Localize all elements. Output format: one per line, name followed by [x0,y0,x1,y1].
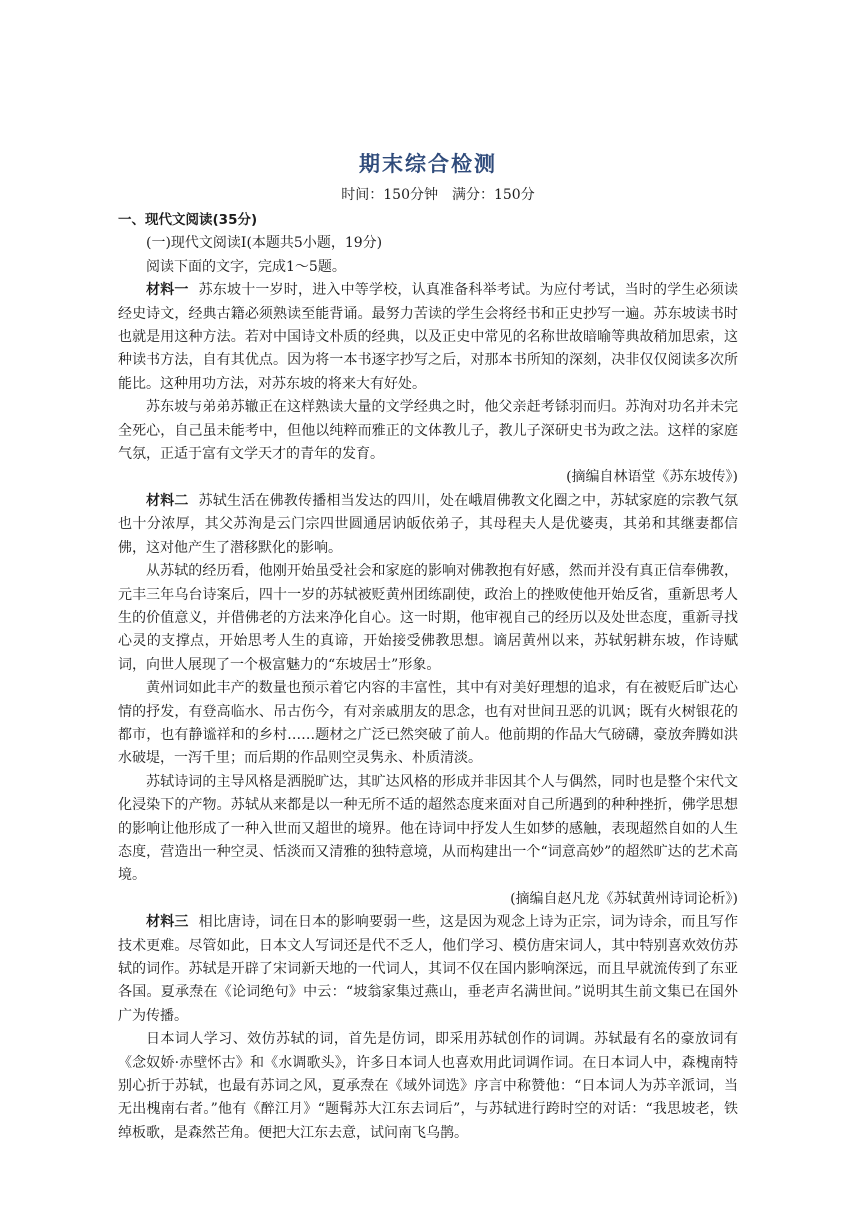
exam-meta: 时间：150分钟 满分：150分 [341,187,535,203]
material2-paragraph-1 [118,490,738,560]
document-body [118,148,738,1145]
material3-text-1: 相比唐诗，词在日本的影响要弱一些，这是因为观念上诗为正宗，词为诗余，而且写作技术更难。尽管如此，日本文人写词还是代不乏人，他们学习、模仿唐宋词人，其中特别喜欢效仿苏轼的词作。苏轼是开辟了宋词新天地的一代词人，其词不仅在国内影响深远，而且早就流传到了东亚各国。夏承焘在《论词绝句》中云：“坡翁家集过燕山，垂老声名满世间。”说明其生前文集已在国外广为传播。 [118,914,739,1024]
page-title: 期末综合检测 [359,152,497,176]
material1-paragraph-2: 苏东坡与弟弟苏辙正在这样熟读大量的文学经典之时，他父亲赶考铩羽而归。苏洵对功名并未完全死心，自己虽未能考中，但他以纯粹而雅正的文体教儿子，教儿子深研史书为政之法。这样的家庭气氛，正适于富有文学天才的青年的发育。 [118,399,738,463]
material1-paragraph-1 [118,279,738,396]
material1-label: 材料一 [146,282,189,299]
material2-label: 材料二 [146,492,189,509]
material3-paragraph-2: 日本词人学习、效仿苏轼的词，首先是仿词，即采用苏轼创作的词调。苏轼最有名的豪放词有《念奴娇·赤壁怀古》和《水调歌头》，许多日本词人也喜欢用此词调作词。在日本词人中，森槐南特别心折于苏轼，也最有苏词之风，夏承焘在《域外词选》序言中称赞他：“日本词人为苏辛派词，当无出槐南右者。”他有《醉江月》“题髯苏大江东去词后”，与苏轼进行跨时空的对话：“我思坡老，铁绰板歌，是森然芒角。便把大江东去意，试问南飞乌鹊。 [118,1031,738,1141]
material3-label: 材料三 [146,914,189,931]
instruction: 阅读下面的文字，完成1～5题。 [146,258,346,275]
material2-paragraph-3: 黄州词如此丰产的数量也预示着它内容的丰富性，其中有对美好理想的追求，有在被贬后旷达心情的抒发，有登高临水、吊古伤今，有对亲戚朋友的思念，也有对世间丑恶的讥讽；既有火树银花的都市，也有静谧祥和的乡村……题材之广泛已然突破了前人。他前期的作品大气磅礴，豪放奔腾如洪水破堤，一泻千里；而后期的作品则空灵隽永、朴质清淡。 [118,680,738,767]
material3-paragraph-1 [118,911,738,1028]
material1-source: (摘编自林语堂《苏东坡传》) [566,469,738,486]
material2-paragraph-2: 从苏轼的经历看，他刚开始虽受社会和家庭的影响对佛教抱有好感，然而并没有真正信奉佛教，元丰三年乌台诗案后，四十一岁的苏轼被贬黄州团练副使，政治上的挫败使他开始反省，重新思考人生的价值意义，并借佛老的方法来净化自心。这一时期，他审视自己的经历以及处世态度，重新寻找心灵的支撑点，开始思考人生的真谛，开始接受佛教思想。谪居黄州以来，苏轼躬耕东坡，作诗赋词，向世人展现了一个极富魅力的“东坡居士”形象。 [118,563,738,673]
material1-text-1: 苏东坡十一岁时，进入中等学校，认真准备科举考试。为应付考试，当时的学生必须读经史诗文，经典古籍必须熟读至能背诵。最努力苦读的学生会将经书和正史抄写一遍。苏东坡读书时也就是用这种方法。若对中国诗文朴质的经典，以及正史中常见的名称世故暗喻等典故稍加思索，这种读书方法，自有其优点。因为将一本书逐字抄写之后，对那本书所知的深刻，决非仅仅阅读多次所能比。这种用功方法，对苏东坡的将来大有好处。 [118,282,739,392]
section-heading: 一、现代文阅读(35分) [118,212,258,228]
material2-source: (摘编自赵凡龙《苏轼黄州诗词论析》) [510,890,738,907]
material2-text-1: 苏轼生活在佛教传播相当发达的四川，处在峨眉佛教文化圈之中，苏轼家庭的宗教气氛也十分浓厚，其父苏洵是云门宗四世圆通居讷皈依弟子，其母程夫人是优婆夷，其弟和其继妻都信佛，这对他产生了潜移默化的影响。 [118,492,739,556]
material2-paragraph-4: 苏轼诗词的主导风格是洒脱旷达，其旷达风格的形成并非因其个人与偶然，同时也是整个宋代文化浸染下的产物。苏轼从来都是以一种无所不适的超然态度来面对自己所遇到的种种挫折，佛学思想的影响让他形成了一种入世而又超世的境界。他在诗词中抒发人生如梦的感触，表现超然自如的人生态度，营造出一种空灵、恬淡而又清雅的独特意境，从而构建出一个“词意高妙”的超然旷达的艺术高境。 [118,773,738,884]
subsection-heading: (一)现代文阅读Ⅰ(本题共5小题，19分) [146,235,383,252]
